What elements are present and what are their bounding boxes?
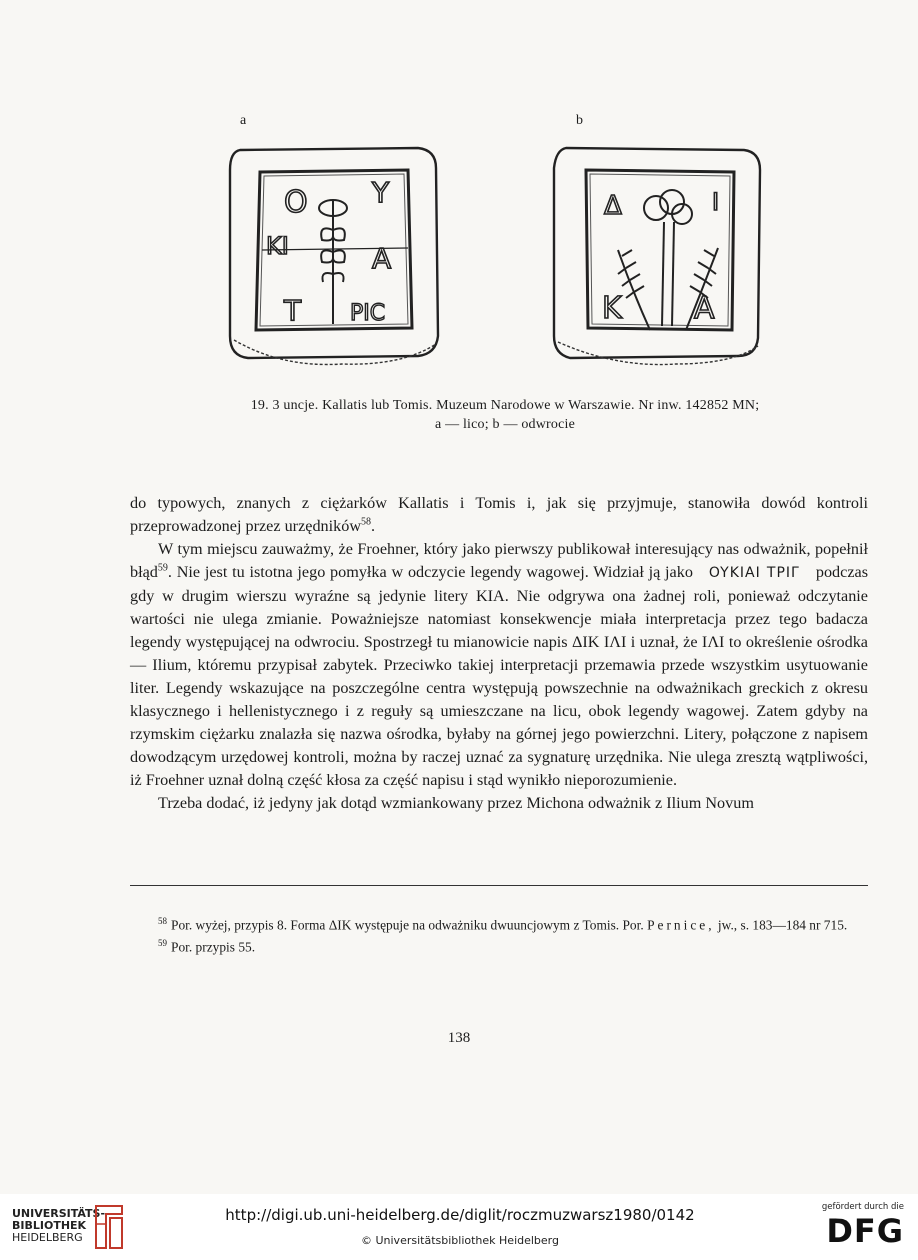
figure-label-b: b <box>576 113 583 128</box>
body-text <box>130 492 868 815</box>
coin-b-legend-3: K <box>602 291 622 326</box>
footnote-ref-59: 59 <box>157 562 168 574</box>
coin-a-legend-5: T <box>284 294 302 327</box>
coin-a-legend-2: Y <box>372 176 390 209</box>
paragraph-1: do typowych, znanych z ciężarków Kallatis i Tomis i, jak się przyjmuje, stanowiła dowód kontroli przeprowadzonej przez urzędników$^{58}$. <box>130 494 868 535</box>
library-logo-text[interactable]: UNIVERSITÄTS- BIBLIOTHEK HEIDELBERG <box>12 1207 106 1244</box>
figure-caption-line-2: a — lico; b — odwrocie <box>434 417 576 432</box>
viewer-footer <box>0 1194 918 1260</box>
weight-obverse-drawing <box>222 140 444 370</box>
dfg-logo[interactable]: DFG <box>826 1212 904 1250</box>
footnote-ref-58: 58 <box>361 516 372 528</box>
coin-a-legend-1: O <box>284 185 308 220</box>
wheat-ear-symbol <box>319 200 347 324</box>
paragraph-3: Trzeba dodać, iż jedyny jak dotąd wzmiankowany przez Michona odważnik z Ilium Novum <box>158 794 754 812</box>
footnotes <box>130 912 868 957</box>
page-number: 138 <box>447 1030 471 1046</box>
footnote-59: $^{59}$ Por. przypis 55. <box>158 938 256 955</box>
coin-a-legend-3: KI <box>266 232 289 260</box>
footnote-divider <box>130 885 868 886</box>
footnote-58: $^{58}$ Por. wyżej, przypis 8. Forma ΔIK występuje na odważniku dwuuncjowym z Tomis. Por. Pernice, jw., s. 183—184 nr 715. <box>158 916 848 933</box>
copyright-notice: © Universitätsbibliothek Heidelberg <box>360 1234 559 1247</box>
figure-label-a: a <box>240 113 247 128</box>
inline-legend: OYKIAI TPIΓ <box>708 565 800 581</box>
figure-caption-line-1: 19. 3 uncje. Kallatis lub Tomis. Muzeum Narodowe w Warszawie. Nr inw. 142852 MN; <box>250 398 760 413</box>
coin-a-legend-4: A <box>372 242 392 275</box>
paragraph-2: W tym miejscu zauważmy, że Froehner, który jako pierwszy publikował interesujący nas odważnik, popełnił błąd$^{59}$. Nie jest tu istotna jego pomyłka w odczycie legendy wagowej. Widział ją jako OYKIAI TPIΓ podczas gdy w drugim wierszu wyraźne są jedynie litery KIA. Nie odgrywa ona żadnej roli, ponieważ odczytanie wartości nie ulega zmianie. Poważniejsze natomiast konsekwencje miała interpretacja przez tego badacza legendy występującej na odwrociu. Spostrzegł tu mianowicie napis ΔIK IΛI i uznał, że IΛI to określenie ośrodka — Ilium, któremu przypisał zabytek. Przeciwko takiej interpretacji przemawia przede wszystkim usytuowanie liter. Legendy wskazujące na poszczególne centra występują powszechnie na odważnikach greckich z okresu klasycznego i hellenistycznego i z reguły są umieszczane na licu, obok legendy wagowej. Zatem gdyby na rzymskim ciężarku znalazła się nazwa ośrodka, byłaby na górnej jego powierzchni. Litery, połączone z napisem dowodzącym urzędowej kontroli, można by raczej uznać za sygnaturę urzędnika. Nie ulega zresztą wątpliwości, iż Froehner uznał dolną część kłosa za część napisu i stąd wynikło nieporozumienie. <box>130 540 868 789</box>
permalink-url[interactable]: http://digi.ub.uni-heidelberg.de/diglit/roczmuzwarsz1980/0142 <box>225 1206 695 1224</box>
funding-label: gefördert durch die <box>821 1202 904 1212</box>
library-logo-icon[interactable] <box>92 1204 126 1250</box>
coin-b-legend-2: I <box>712 188 720 216</box>
coin-b-legend-4: A <box>694 291 715 326</box>
weight-reverse-drawing <box>546 140 768 370</box>
coin-a-legend-6: PIC <box>350 301 386 326</box>
coin-b-legend-1: Δ <box>604 191 622 221</box>
